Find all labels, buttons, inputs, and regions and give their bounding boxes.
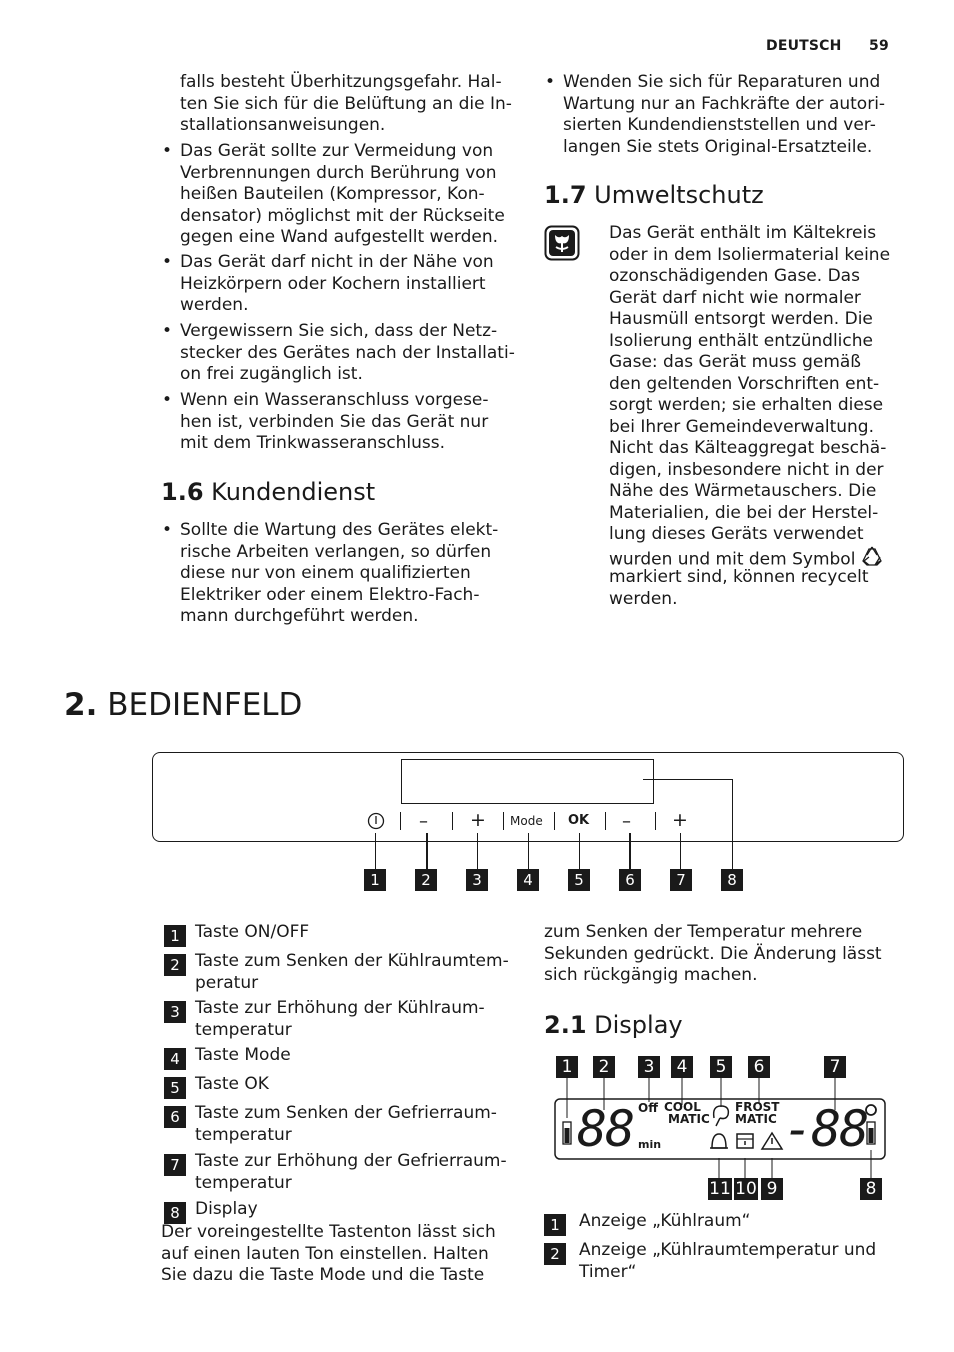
tone-note-right: zum Senken der Temperatur mehrere Sekunden gedrückt. Die Änderung lässt sich rückgängig machen. (544, 922, 882, 985)
legend-badge: 5 (164, 1077, 186, 1099)
leader-line (732, 779, 733, 869)
display-callout-badge: 7 (824, 1056, 846, 1078)
leader-line (528, 833, 529, 869)
legend-text: Taste OK (195, 1074, 269, 1094)
separator (605, 812, 606, 830)
freezer-minus-button[interactable]: – (622, 811, 631, 832)
bullet-text: Sollte die Wartung des Gerätes elekt- rische Arbeiten verlangen, so dürfen diese nur von einem qualifizierten Elektriker oder einem Elektro-Fach- mann durchgeführt werden. (180, 520, 499, 626)
callout-badge: 3 (466, 869, 488, 891)
leader-line (680, 833, 681, 869)
coolmatic-label: COOL MATIC (664, 1100, 710, 1126)
section-heading-1-6: 1.6 Kundendienst (161, 478, 376, 506)
section-heading-2-1: 2.1 Display (544, 1011, 683, 1039)
legend-badge: 3 (164, 1001, 186, 1023)
callout-badge: 2 (415, 869, 437, 891)
legend-badge: 1 (544, 1214, 566, 1236)
off-label: Off (638, 1101, 658, 1115)
chapter-title: 2. BEDIENFELD (64, 687, 303, 723)
legend-text: Taste zum Senken der Gefrierraum- temperatur (195, 1103, 497, 1145)
legend-text: Anzeige „Kühlraumtemperatur und Timer“ (579, 1240, 877, 1282)
bullet-item: • Das Gerät sollte zur Vermeidung von Verbrennungen durch Berührung von heißen Bauteilen (Kompressor, Kon- densator) möglichst mit der Rückseite gegen eine Wand aufgestellt werden. (162, 141, 505, 247)
bullet-item: • Wenn ein Wasseranschluss vorgese- hen ist, verbinden Sie das Gerät nur mit dem Trinkwasseranschluss. (162, 390, 489, 453)
environment-symbol-line: wurden und mit dem Symbol (609, 545, 909, 574)
frostmatic-label: FROST MATIC (735, 1100, 780, 1126)
freezer-segment-digits: -88 (783, 1100, 868, 1158)
display-callout-badge: 6 (748, 1056, 770, 1078)
leader-line (375, 833, 376, 869)
intro-continuation: falls besteht Überhitzungsgefahr. Hal- ten Sie sich für die Belüftung an die In- stallationsanweisungen. (180, 72, 512, 135)
legend-text: Taste Mode (195, 1045, 291, 1065)
power-button-icon[interactable] (367, 812, 385, 830)
display-callout-badge: 4 (671, 1056, 693, 1078)
bullet-text: Vergewissern Sie sich, dass der Netz- stecker des Gerätes nach der Installati- on frei zugänglich ist. (180, 321, 515, 384)
bullet-text: Wenn ein Wasseranschluss vorgese- hen ist, verbinden Sie das Gerät nur mit dem Trinkwasseranschluss. (180, 390, 489, 453)
leader-line (426, 833, 428, 869)
display-callout-badge: 1 (556, 1056, 578, 1078)
callout-badge: 8 (721, 869, 743, 891)
display-diagram (540, 1050, 900, 1210)
display-callout-badge: 3 (638, 1056, 660, 1078)
display-callout-badge: 10 (735, 1179, 757, 1199)
legend-text: Anzeige „Kühlraum“ (579, 1211, 751, 1231)
callout-badge: 1 (364, 869, 386, 891)
leader-line (643, 779, 733, 780)
legend-badge: 6 (164, 1106, 186, 1128)
separator (503, 812, 504, 830)
mode-button[interactable]: Mode (510, 814, 543, 828)
section-heading-1-7: 1.7 Umweltschutz (544, 181, 764, 209)
display-callout-badge: 11 (709, 1179, 731, 1199)
legend-text: Taste zum Senken der Kühlraumtem- peratur (195, 951, 509, 993)
fridge-plus-button[interactable]: + (470, 809, 486, 831)
display-callout-badge: 9 (761, 1178, 783, 1200)
header-language: DEUTSCH (766, 38, 842, 54)
display-callout-badge: 2 (593, 1056, 615, 1078)
leader-line (477, 833, 478, 869)
fridge-minus-button[interactable]: – (419, 811, 428, 832)
leader-line (579, 833, 580, 869)
legend-text: Display (195, 1199, 258, 1219)
ok-button[interactable]: OK (568, 813, 590, 828)
separator (452, 812, 453, 830)
separator (400, 812, 401, 830)
environment-text-end: markiert sind, können recycelt werden. (609, 567, 869, 609)
display-callout-badge: 8 (860, 1178, 882, 1200)
panel-display-window (401, 759, 654, 804)
bullet-item: • Wenden Sie sich für Reparaturen und Wartung nur an Fachkräfte der autori- sierten Kundendienststellen und ver- langen Sie stets Original-Ersatzteile. (545, 72, 886, 157)
freezer-plus-button[interactable]: + (672, 809, 688, 831)
environment-text: Das Gerät enthält im Kältekreis oder in dem Isoliermaterial keine ozonschädigenden Gase. Das Gerät darf nicht wie normaler Hausmüll entsorgt werden. Die Isolierung enthält entzündliche Gase: das Gerät muss gemäß den geltenden Vorschriften ent- sorgt werden; sie erhalten diese bei Ihrer Gemeindeverwaltung. Nicht das Kälteaggregat beschä- digen, insbesondere nicht in der Nähe des Wärmetauschers. Die Materialien, die bei der Herstel- lung dieses Geräts verwendet (609, 223, 891, 544)
bullet-item: • Das Gerät darf nicht in der Nähe von Heizkörpern oder Kochern installiert werden. (162, 252, 494, 315)
leader-line (629, 833, 631, 869)
legend-badge: 1 (164, 925, 186, 947)
legend-text: Taste zur Erhöhung der Gefrierraum- temperatur (195, 1151, 507, 1193)
callout-badge: 7 (670, 869, 692, 891)
fridge-segment-digits: 88 (577, 1100, 634, 1158)
callout-badge: 4 (517, 869, 539, 891)
bullet-item: • Sollte die Wartung des Gerätes elekt- rische Arbeiten verlangen, so dürfen diese nur von einem qualifizierten Elektriker oder einem Elektro-Fach- mann durchgeführt werden. (162, 520, 499, 626)
bullet-text: Das Gerät sollte zur Vermeidung von Verbrennungen durch Berührung von heißen Bauteilen (Kompressor, Kon- densator) möglichst mit der Rückseite gegen eine Wand aufgestellt werden. (180, 141, 505, 247)
legend-badge: 2 (164, 954, 186, 976)
legend-badge: 4 (164, 1048, 186, 1070)
separator (655, 812, 656, 830)
separator (554, 812, 555, 830)
legend-text: Taste ON/OFF (195, 922, 310, 942)
legend-badge: 8 (164, 1202, 186, 1224)
display-callout-badge: 5 (710, 1056, 732, 1078)
legend-badge: 2 (544, 1243, 566, 1265)
bullet-text: Wenden Sie sich für Reparaturen und Wartung nur an Fachkräfte der autori- sierten Kundendienststellen und ver- langen Sie stets Original-Ersatzteile. (563, 72, 886, 157)
bullet-item: • Vergewissern Sie sich, dass der Netz- stecker des Gerätes nach der Installati- on frei zugänglich ist. (162, 321, 515, 384)
tone-note-left: Der voreingestellte Tastenton lässt sich auf einen lauten Ton einstellen. Halten Sie dazu die Taste Mode und die Taste (161, 1222, 496, 1285)
callout-badge: 5 (568, 869, 590, 891)
legend-text: Taste zur Erhöhung der Kühlraum- temperatur (195, 998, 485, 1040)
callout-badge: 6 (619, 869, 641, 891)
page-number: 59 (869, 38, 889, 54)
min-label: min (638, 1138, 662, 1151)
bullet-text: Das Gerät darf nicht in der Nähe von Heizkörpern oder Kochern installiert werden. (180, 252, 494, 315)
legend-badge: 7 (164, 1154, 186, 1176)
environment-icon (544, 225, 580, 261)
